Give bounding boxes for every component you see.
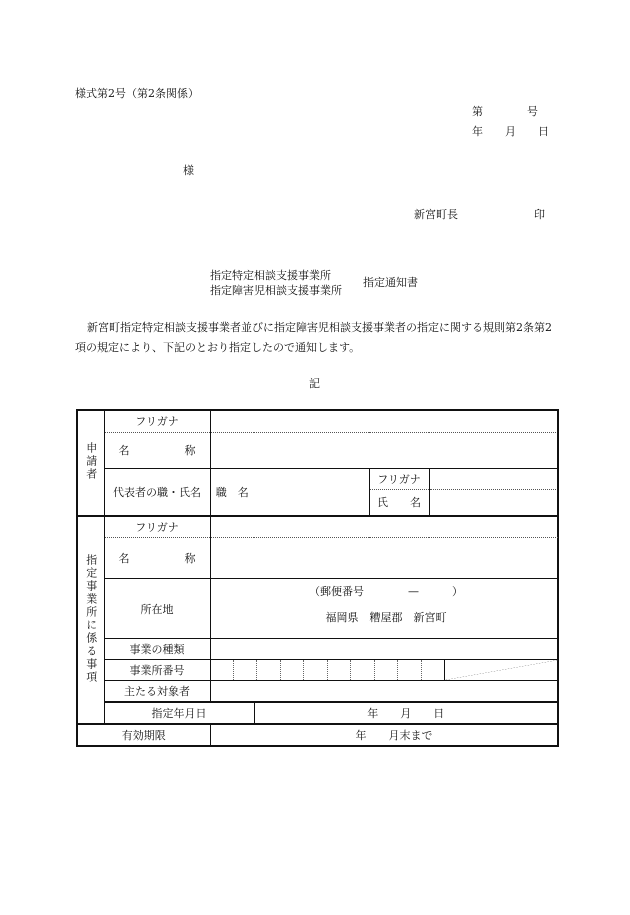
business-type-input[interactable] [210, 639, 558, 660]
document-date-line: 年 月 日 [472, 125, 549, 138]
rep-name-label: 氏 名 [369, 489, 429, 516]
representative-label: 代表者の職・氏名 [104, 468, 210, 516]
designation-form-table [76, 409, 559, 747]
address-prefilled: 福岡県 糟屋郡 新宮町 [325, 611, 447, 624]
document-number-line: 第 号 [472, 105, 538, 118]
sender-title: 新宮町長 [414, 208, 458, 221]
facility-furigana-input[interactable] [210, 516, 558, 538]
designation-date-value[interactable]: 年 月 日 [254, 702, 558, 724]
position-label: 職 名 [210, 468, 254, 516]
rep-furigana-input[interactable] [429, 468, 558, 489]
facility-section-header: 指定事業所に係る事項 [77, 516, 104, 724]
facility-name-input[interactable] [210, 538, 558, 579]
target-label: 主たる対象者 [104, 681, 210, 703]
title-type-child: 指定障害児相談支援事業所 [210, 284, 342, 297]
postal-code-line: （郵便番号 — ） [309, 585, 463, 598]
position-input[interactable] [254, 468, 369, 516]
address-field[interactable] [210, 579, 558, 639]
seal-mark: 印 [534, 208, 545, 221]
target-input[interactable] [210, 681, 558, 703]
facility-name-label: 名 称 [104, 538, 210, 579]
facility-furigana-label: フリガナ [104, 516, 210, 538]
applicant-furigana-label: フリガナ [104, 410, 210, 432]
office-number-label: 事業所番号 [104, 660, 210, 681]
office-number-boxes[interactable] [210, 660, 558, 681]
validity-label: 有効期限 [77, 724, 210, 746]
validity-value[interactable]: 年 月末まで [210, 724, 558, 746]
applicant-furigana-input[interactable] [210, 410, 558, 432]
rep-furigana-label: フリガナ [369, 468, 429, 489]
address-label: 所在地 [104, 579, 210, 639]
applicant-section-header: 申請者 [77, 410, 104, 516]
rep-name-input[interactable] [429, 489, 558, 516]
body-paragraph: 新宮町指定特定相談支援事業者並びに指定障害児相談支援事業者の指定に関する規則第2条第2項の規定により、下記のとおり指定したので通知します。 [75, 321, 552, 354]
applicant-name-label: 名 称 [104, 432, 210, 468]
addressee-honorific: 様 [183, 164, 194, 177]
title-type-specific: 指定特定相談支援事業所 [210, 269, 331, 282]
designation-date-label: 指定年月日 [104, 702, 254, 724]
form-number: 様式第2号（第2条関係） [75, 87, 199, 100]
business-type-label: 事業の種類 [104, 639, 210, 660]
document-title: 指定通知書 [363, 276, 418, 289]
ki-heading: 記 [309, 377, 320, 390]
applicant-name-input[interactable] [210, 432, 558, 468]
